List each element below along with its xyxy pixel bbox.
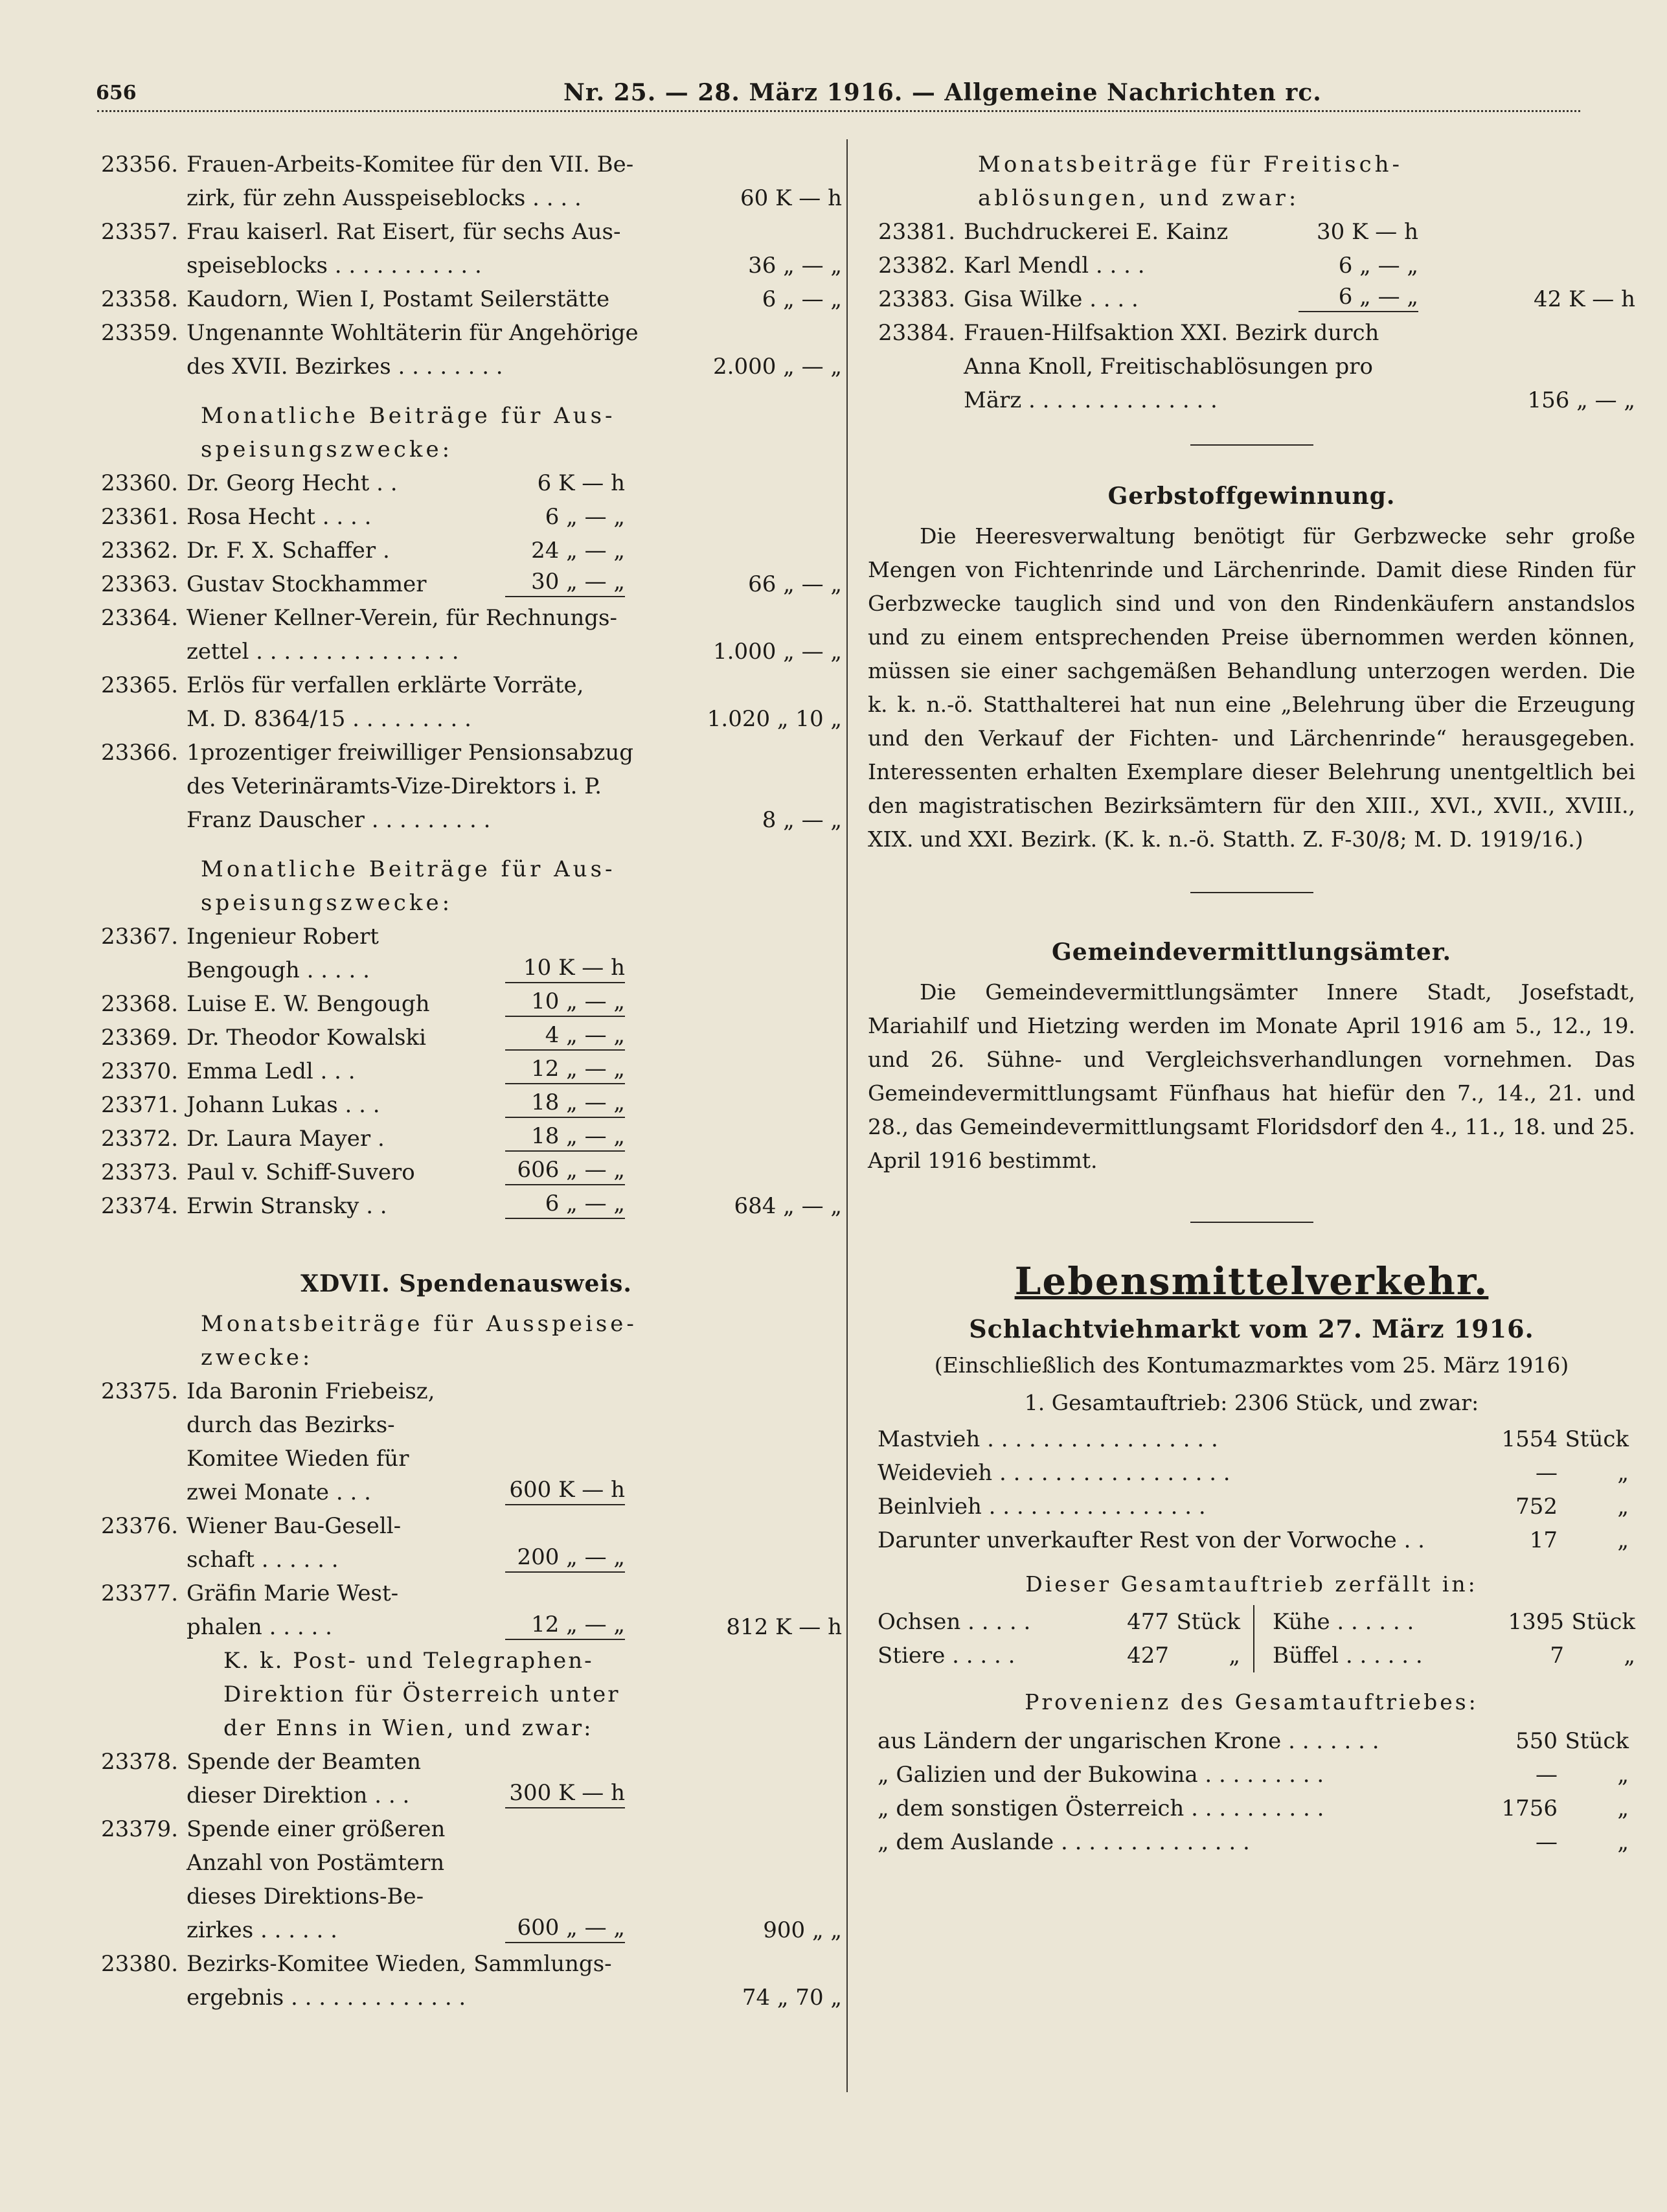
entry-number: 23360. (101, 470, 178, 496)
entry-line (91, 635, 842, 668)
stat-row (868, 1523, 1635, 1557)
entry-text: Buchdruckerei E. Kainz (964, 219, 1229, 245)
entry-subtotal: 12 „ — „ (505, 1055, 625, 1084)
entry-subtotal: 10 „ — „ (505, 987, 625, 1017)
stat-label: Ochsen . . . . . (878, 1609, 1031, 1635)
entry-number: 23361. (101, 504, 178, 530)
entry-line (91, 1408, 842, 1442)
entry-text: M. D. 8364/15 . . . . . . . . . (187, 706, 471, 732)
entry-text: des XVII. Bezirkes . . . . . . . . (187, 354, 503, 380)
entry-number: 23362. (101, 538, 178, 564)
heading-monthly-1: Monatliche Beiträge für Aus- speisungszwecke: (201, 403, 616, 462)
entry-line (868, 350, 1635, 383)
entry-number: 23370. (101, 1058, 178, 1084)
entry-text: Spende einer größeren (187, 1816, 446, 1842)
entry-number: 23368. (101, 991, 178, 1017)
entry-number: 23366. (101, 740, 178, 766)
entry-line (91, 1880, 842, 1913)
entry-subtotal: 6 „ — „ (1298, 282, 1418, 312)
entry-text: März . . . . . . . . . . . . . . (964, 387, 1218, 413)
entry-line (91, 1610, 842, 1644)
entry-number: 23363. (101, 571, 178, 597)
entry-line (868, 249, 1635, 282)
entry-line (868, 215, 1635, 249)
entry-text: Wiener Kellner-Verein, für Rechnungs- (187, 605, 617, 631)
entry-subtotal: 10 K — h (505, 953, 625, 983)
stat-row (868, 1422, 1635, 1456)
stat-value: 1395 (1508, 1609, 1564, 1635)
stat-unit: „ (1617, 1796, 1629, 1821)
entry-subtotal: 30 K — h (1317, 219, 1418, 245)
entry-line (91, 1055, 842, 1088)
stat-value: — (1536, 1762, 1558, 1788)
entry-line (91, 770, 842, 803)
markt-title: Schlachtviehmarkt vom 27. März 1916. (969, 1314, 1534, 1343)
donation-list-4 (91, 920, 842, 1223)
entry-total: 1.000 „ — „ (713, 639, 842, 665)
entry-text: Dr. F. X. Schaffer . (187, 538, 390, 564)
entry-subtotal: 200 „ — „ (505, 1543, 625, 1573)
gerbstoff-text: Die Heeresverwaltung benötigt für Gerbzwecke sehr große Mengen von Fichtenrinde und Lärchenrinde. Damit diese Rinden für Gerbzwecke tauglich sind und von den Rindenkäufern anstandslos und zu einem entsprechenden Preise übernommen werden können, müssen sie einer sachgemäßen Behandlung unterzogen werden. Die k. k. n.-ö. Statthalterei hat nun eine „Belehrung über die Erzeugung und den Verkauf der Fichten- und Lärchenrinde“ herausgegeben. Interessenten erhalten Exemplare dieser Belehrung unentgeltlich bei den magistratischen Bezirksämtern für den XIII., XVI., XVII., XVIII., XIX. und XXI. Bezirk. (K. k. n.-ö. Statth. Z. F-30/8; M. D. 1919/16.) (868, 523, 1635, 852)
entry-number: 23381. (878, 219, 955, 245)
entry-line (91, 1476, 842, 1509)
entry-total: 1.020 „ 10 „ (707, 706, 842, 732)
stat-unit: Stück (1565, 1426, 1629, 1452)
entry-total: 684 „ — „ (734, 1193, 842, 1219)
entry-total: 66 „ — „ (748, 571, 842, 597)
stat-label: Büffel . . . . . . (1273, 1643, 1423, 1669)
stat-unit: Stück (1565, 1728, 1629, 1754)
separator-rule (1190, 892, 1313, 893)
entry-text: Ingenieur Robert (187, 924, 379, 950)
stat-label: aus Ländern der ungarischen Krone . . . . . . . (878, 1728, 1379, 1754)
entry-line (91, 1947, 842, 1981)
entry-total: 36 „ — „ (748, 253, 842, 279)
heading-post-direction: K. k. Post- und Telegraphen- Direktion für Österreich unter der Enns in Wien, und zwar: (223, 1648, 620, 1741)
entry-text: dieser Direktion . . . (187, 1783, 410, 1808)
entry-total: 74 „ 70 „ (742, 1985, 842, 2011)
provenienz-title: Provenienz des Gesamtauftriebes: (1025, 1689, 1479, 1715)
entry-text: zirkes . . . . . . (187, 1917, 337, 1943)
stat-label: Kühe . . . . . . (1273, 1609, 1414, 1635)
stat-row (868, 1758, 1635, 1792)
right-column (868, 148, 1635, 1859)
stat-value: 1756 (1501, 1796, 1558, 1821)
donation-list-6 (91, 1745, 842, 1947)
entry-number: 23382. (878, 253, 955, 279)
entry-text: zettel . . . . . . . . . . . . . . . (187, 639, 459, 665)
heading-monthly-3: Monatsbeiträge für Ausspeise- zwecke: (201, 1311, 637, 1371)
entry-text: Gisa Wilke . . . . (964, 286, 1139, 312)
entry-text: zwei Monate . . . (187, 1479, 371, 1505)
entry-subtotal: 6 K — h (537, 470, 625, 496)
entry-line (91, 316, 842, 350)
stat-unit: „ (1617, 1460, 1629, 1486)
entry-number: 23380. (101, 1951, 178, 1977)
entry-number: 23365. (101, 672, 178, 698)
entry-line (91, 1543, 842, 1577)
stat-row (868, 1456, 1635, 1490)
entry-text: Frauen-Hilfsaktion XXI. Bezirk durch (964, 320, 1379, 346)
entry-number: 23373. (101, 1159, 178, 1185)
entry-23384 (868, 316, 1635, 417)
entry-line (91, 282, 842, 316)
entry-text: Frau kaiserl. Rat Eisert, für sechs Aus- (187, 219, 621, 245)
stat-label: „ Galizien und der Bukowina . . . . . . . . . (878, 1762, 1324, 1788)
entry-total: 2.000 „ — „ (713, 354, 842, 380)
entry-line (91, 181, 842, 215)
entry-number: 23379. (101, 1816, 178, 1842)
entry-line (91, 1156, 842, 1189)
stat-value: — (1536, 1460, 1558, 1486)
entry-total: 42 K — h (1534, 286, 1635, 312)
entry-line (91, 148, 842, 181)
separator-rule (1190, 1222, 1313, 1223)
stat-unit: Stück (1571, 1609, 1635, 1635)
entry-number: 23364. (101, 605, 178, 631)
auftrieb-title: 1. Gesamtauftrieb: 2306 Stück, und zwar: (1024, 1390, 1479, 1415)
gerbstoff-title: Gerbstoffgewinnung. (1107, 483, 1396, 510)
entry-number: 23378. (101, 1749, 178, 1775)
stat-row (878, 1605, 1240, 1639)
entry-line (91, 350, 842, 383)
entry-line (91, 803, 842, 837)
split-divider (1253, 1605, 1254, 1672)
entry-line (91, 1913, 842, 1947)
stat-unit: „ (1617, 1829, 1629, 1855)
entry-text: Karl Mendl . . . . (964, 253, 1145, 279)
heading-monthly-2: Monatliche Beiträge für Aus- speisungszwecke: (201, 856, 616, 916)
entry-text: dieses Direktions-Be- (187, 1884, 424, 1910)
entry-line (91, 1846, 842, 1880)
entry-line (91, 534, 842, 567)
auftrieb-split (868, 1605, 1635, 1672)
entry-number: 23384. (878, 320, 955, 346)
provenienz-list (868, 1724, 1635, 1859)
entry-text: Rosa Hecht . . . . (187, 504, 372, 530)
entry-number: 23369. (101, 1025, 178, 1051)
entry-text: Paul v. Schiff-Suvero (187, 1159, 415, 1185)
stat-value: — (1536, 1829, 1558, 1855)
running-title: Nr. 25. — 28. März 1916. — Allgemeine Nachrichten rc. (563, 79, 1322, 106)
entry-number: 23367. (101, 924, 178, 950)
lebensmittel-title: Lebensmittelverkehr. (1014, 1259, 1489, 1303)
entry-line (91, 601, 842, 635)
stat-unit: „ (1617, 1527, 1629, 1553)
entry-line (91, 1088, 842, 1122)
separator-rule (1190, 444, 1313, 446)
entry-line (91, 702, 842, 736)
freitisch-list (868, 215, 1635, 316)
entry-text: Anna Knoll, Freitischablösungen pro (964, 354, 1374, 380)
entry-total: 900 „ „ (763, 1917, 842, 1943)
left-column (91, 148, 842, 2014)
entry-line (868, 383, 1635, 417)
entry-total: 8 „ — „ (762, 807, 842, 833)
entry-total: 60 K — h (740, 185, 842, 211)
donation-list-7 (91, 1947, 842, 2014)
stat-unit: „ (1624, 1643, 1635, 1669)
page-number: 656 (96, 82, 137, 104)
entry-line (91, 249, 842, 282)
entry-text: Erwin Stransky . . (187, 1193, 387, 1219)
entry-subtotal: 6 „ — „ (545, 504, 625, 530)
entry-line (91, 1745, 842, 1779)
donation-list-1 (91, 148, 842, 383)
entry-line (91, 1577, 842, 1610)
split-right (1273, 1605, 1635, 1672)
stat-value: 550 (1515, 1728, 1558, 1754)
stat-label: „ dem sonstigen Österreich . . . . . . . . . . (878, 1796, 1324, 1821)
entry-line (91, 1189, 842, 1223)
entry-number: 23383. (878, 286, 955, 312)
entry-subtotal: 18 „ — „ (505, 1122, 625, 1152)
entry-line (91, 736, 842, 770)
entry-text: Frauen-Arbeits-Komitee für den VII. Be- (187, 152, 634, 177)
stat-label: Darunter unverkaufter Rest von der Vorwoche . . (878, 1527, 1425, 1553)
entry-line (91, 1981, 842, 2014)
stat-label: „ dem Auslande . . . . . . . . . . . . . . (878, 1829, 1250, 1855)
stat-row (868, 1490, 1635, 1523)
entry-line (91, 215, 842, 249)
entry-text: Komitee Wieden für (187, 1446, 409, 1472)
entry-number: 23374. (101, 1193, 178, 1219)
stat-value: 427 (1127, 1643, 1169, 1669)
entry-text: 1prozentiger freiwilliger Pensionsabzug (187, 740, 634, 766)
entry-number: 23376. (101, 1513, 178, 1539)
entry-total: 156 „ — „ (1527, 387, 1635, 413)
entry-line (91, 1122, 842, 1156)
entry-text: Anzahl von Postämtern (187, 1850, 445, 1876)
entry-line (91, 1509, 842, 1543)
donation-list-5 (91, 1374, 842, 1644)
stat-value: 7 (1550, 1643, 1564, 1669)
entry-text: Luise E. W. Bengough (187, 991, 430, 1017)
entry-text: durch das Bezirks- (187, 1412, 395, 1438)
stat-label: Mastvieh . . . . . . . . . . . . . . . . . (878, 1426, 1218, 1452)
entry-number: 23375. (101, 1378, 178, 1404)
section-title-spendenausweis: XDVII. Spendenausweis. (301, 1270, 632, 1297)
stat-value: 17 (1529, 1527, 1558, 1553)
entry-text: Gräfin Marie West- (187, 1580, 399, 1606)
stat-value: 1554 (1501, 1426, 1558, 1452)
column-rule (846, 139, 848, 2092)
gemeinde-title: Gemeindevermittlungsämter. (1052, 939, 1451, 966)
donation-list-3 (91, 601, 842, 837)
stat-label: Weidevieh . . . . . . . . . . . . . . . . . (878, 1460, 1230, 1486)
entry-line (91, 1442, 842, 1476)
auftrieb-list (868, 1422, 1635, 1557)
entry-line (91, 1779, 842, 1812)
entry-subtotal: 300 K — h (505, 1779, 625, 1808)
entry-number: 23377. (101, 1580, 178, 1606)
entry-text: schaft . . . . . . (187, 1547, 339, 1573)
entry-text: Dr. Laura Mayer . (187, 1126, 385, 1152)
entry-line (91, 987, 842, 1021)
stat-value: 477 (1127, 1609, 1169, 1635)
entry-number: 23357. (101, 219, 178, 245)
entry-line (91, 500, 842, 534)
stat-unit: Stück (1176, 1609, 1240, 1635)
entry-text: Erlös für verfallen erklärte Vorräte, (187, 672, 584, 698)
entry-total: 812 K — h (726, 1614, 842, 1640)
entry-line (91, 1374, 842, 1408)
entry-text: ergebnis . . . . . . . . . . . . . (187, 1985, 466, 2011)
stat-row (868, 1724, 1635, 1758)
entry-subtotal: 6 „ — „ (1338, 253, 1418, 279)
stat-row (1273, 1639, 1635, 1672)
entry-line (91, 953, 842, 987)
entry-text: zirk, für zehn Ausspeiseblocks . . . . (187, 185, 582, 211)
zerfaellt-title: Dieser Gesamtauftrieb zerfällt in: (1025, 1571, 1478, 1597)
entry-line (91, 1021, 842, 1055)
entry-subtotal: 4 „ — „ (505, 1021, 625, 1051)
entry-line (868, 316, 1635, 350)
stat-value: 752 (1515, 1494, 1558, 1520)
entry-subtotal: 30 „ — „ (505, 567, 625, 597)
entry-subtotal: 18 „ — „ (505, 1088, 625, 1118)
entry-subtotal: 600 „ — „ (505, 1913, 625, 1943)
entry-text: Dr. Theodor Kowalski (187, 1025, 426, 1051)
entry-total: 6 „ — „ (762, 286, 842, 312)
entry-line (91, 1812, 842, 1846)
entry-line (91, 668, 842, 702)
stat-label: Stiere . . . . . (878, 1643, 1015, 1669)
gemeinde-text: Die Gemeindevermittlungsämter Innere Stadt, Josefstadt, Mariahilf und Hietzing werden im Monate April 1916 am 5., 12., 19. und 26. Sühne- und Vergleichsverhandlungen vornehmen. Das Gemeindevermittlungsamt Fünfhaus hat hiefür den 7., 14., 21. und 28., das Gemeindevermittlungsamt Floridsdorf den 4., 11., 18. und 25. April 1916 bestimmt. (868, 979, 1635, 1173)
entry-subtotal: 6 „ — „ (505, 1189, 625, 1219)
stat-unit: „ (1617, 1762, 1629, 1788)
entry-text: speiseblocks . . . . . . . . . . . (187, 253, 482, 279)
entry-subtotal: 606 „ — „ (505, 1156, 625, 1185)
entry-line (91, 920, 842, 953)
stat-row (878, 1639, 1240, 1672)
stat-unit: „ (1229, 1643, 1240, 1669)
split-left (878, 1605, 1240, 1672)
entry-number: 23371. (101, 1092, 178, 1118)
heading-freitisch: Monatsbeiträge für Freitisch- ablösungen, und zwar: (978, 152, 1403, 211)
entry-number: 23359. (101, 320, 178, 346)
header-rule (97, 110, 1580, 112)
entry-text: Franz Dauscher . . . . . . . . . (187, 807, 491, 833)
stat-row (868, 1825, 1635, 1859)
entry-text: Emma Ledl . . . (187, 1058, 356, 1084)
entry-text: Dr. Georg Hecht . . (187, 470, 398, 496)
entry-number: 23372. (101, 1126, 178, 1152)
entry-text: des Veterinäramts-Vize-Direktors i. P. (187, 773, 602, 799)
entry-text: Spende der Beamten (187, 1749, 422, 1775)
markt-subtitle: (Einschließlich des Kontumazmarktes vom 25. März 1916) (934, 1352, 1569, 1378)
donation-list-2 (91, 466, 842, 601)
entry-text: Bengough . . . . . (187, 957, 370, 983)
entry-number: 23356. (101, 152, 178, 177)
entry-subtotal: 12 „ — „ (505, 1610, 625, 1640)
stat-label: Beinlvieh . . . . . . . . . . . . . . . . (878, 1494, 1206, 1520)
entry-text: Johann Lukas . . . (187, 1092, 380, 1118)
entry-text: Bezirks-Komitee Wieden, Sammlungs- (187, 1951, 612, 1977)
entry-line (868, 282, 1635, 316)
entry-text: phalen . . . . . (187, 1614, 332, 1640)
entry-number: 23358. (101, 286, 178, 312)
stat-unit: „ (1617, 1494, 1629, 1520)
entry-text: Ida Baronin Friebeisz, (187, 1378, 435, 1404)
entry-text: Gustav Stockhammer (187, 571, 427, 597)
entry-subtotal: 600 K — h (505, 1476, 625, 1505)
entry-line (91, 466, 842, 500)
entry-text: Ungenannte Wohltäterin für Angehörige (187, 320, 639, 346)
entry-text: Kaudorn, Wien I, Postamt Seilerstätte (187, 286, 610, 312)
entry-text: Wiener Bau-Gesell- (187, 1513, 402, 1539)
stat-row (868, 1792, 1635, 1825)
entry-subtotal: 24 „ — „ (531, 538, 625, 564)
entry-line (91, 567, 842, 601)
stat-row (1273, 1605, 1635, 1639)
